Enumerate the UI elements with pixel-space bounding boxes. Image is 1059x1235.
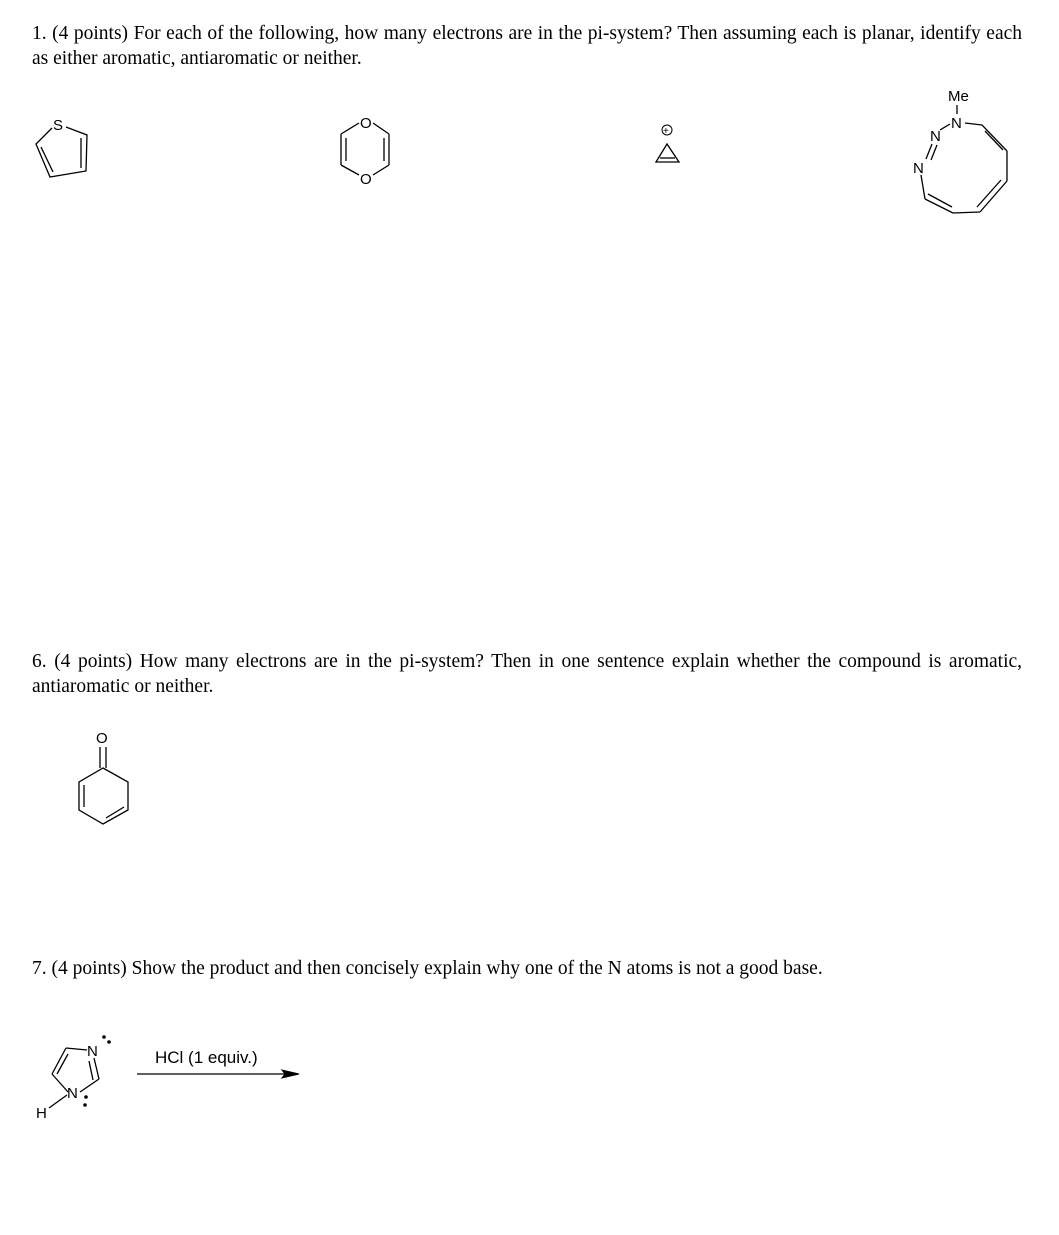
question-7 xyxy=(32,956,1022,981)
nitrogen-atom-label: N xyxy=(913,160,924,177)
question-1 xyxy=(32,21,1022,71)
oxygen-atom-label: O xyxy=(96,730,108,747)
question-text: How many electrons are in the pi-system? Then in one sentence explain whether the compound is aromatic, antiaromatic or neither. xyxy=(32,651,1023,697)
question-points: (4 points) xyxy=(54,651,133,672)
nitrogen-atom-label: N xyxy=(930,128,941,145)
oxygen-atom-label: O xyxy=(360,171,372,188)
question-6 xyxy=(32,649,1022,699)
positive-charge: + xyxy=(663,126,669,137)
nitrogen-atom-label: N xyxy=(951,115,962,132)
sulfur-atom-label: S xyxy=(53,117,64,134)
question-number: 7. xyxy=(32,958,47,979)
question-text: Show the product and then concisely explain why one of the N atoms is not a good base. xyxy=(131,958,823,979)
nitrogen-atom-label: N xyxy=(67,1085,78,1102)
oxygen-atom-label: O xyxy=(360,115,372,132)
question-points: (4 points) xyxy=(52,23,129,44)
methyl-label: Me xyxy=(948,88,969,105)
reaction-arrow xyxy=(136,1068,306,1082)
cyclohexadienone-structure xyxy=(70,725,140,830)
imidazole-structure xyxy=(30,1030,130,1125)
question-text: For each of the following, how many electrons are in the pi-system? Then assuming each is planar, identify each as either aromatic, antiaromatic or neither. xyxy=(32,23,1023,69)
dioxin-structure xyxy=(335,110,395,190)
nitrogen-atom-label: N xyxy=(87,1043,98,1060)
triazonine-structure xyxy=(895,82,1015,217)
thiophene-structure xyxy=(30,110,100,185)
question-number: 6. xyxy=(32,651,47,672)
reagent-label: HCl (1 equiv.) xyxy=(155,1048,258,1067)
question-number: 1. xyxy=(32,23,47,44)
hydrogen-atom-label: H xyxy=(36,1105,47,1122)
cyclopropenyl-cation-structure xyxy=(650,118,690,168)
question-points: (4 points) xyxy=(51,958,127,979)
